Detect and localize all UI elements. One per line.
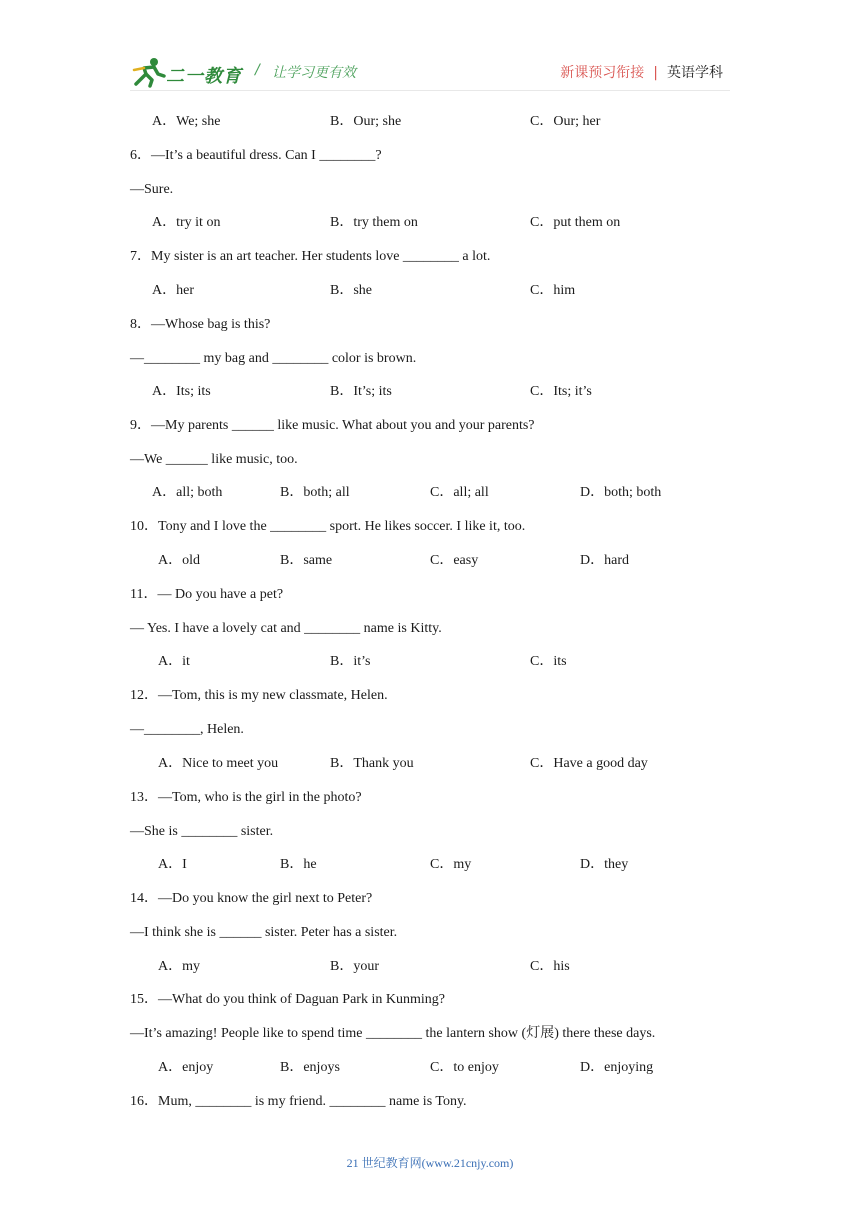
q9-option-d: D．both; both	[580, 485, 662, 500]
q8-stem: 8．—Whose bag is this?	[130, 317, 271, 332]
q10-option-d: D．hard	[580, 553, 629, 568]
q11-stem: 11．— Do you have a pet?	[130, 587, 284, 602]
q6-stem: 6．—It’s a beautiful dress. Can I ________?	[130, 148, 382, 163]
q9-option-b: B．both; all	[280, 485, 350, 500]
q11-reply: — Yes. I have a lovely cat and ________ name is Kitty.	[130, 621, 442, 636]
q7-option-c: C．him	[530, 283, 576, 298]
q13-option-c: C．my	[430, 857, 472, 872]
q12-reply: —________, Helen.	[130, 722, 244, 737]
logo-text: 二一教育	[166, 66, 242, 87]
q9-option-c: C．all; all	[430, 485, 489, 500]
q9-option-a: A．all; both	[152, 485, 223, 500]
q7-option-a: A．her	[152, 283, 194, 298]
q13-option-b: B．he	[280, 857, 317, 872]
q14-option-b: B．your	[330, 959, 379, 974]
q14-option-c: C．his	[530, 959, 570, 974]
course-label: 新课预习衔接	[560, 65, 645, 81]
q13-reply: —She is ________ sister.	[130, 824, 274, 839]
q10-option-a: A．old	[158, 553, 200, 568]
q10-option-c: C．easy	[430, 553, 479, 568]
q13-option-d: D．they	[580, 857, 629, 872]
q11-option-a: A．it	[158, 654, 190, 669]
q16-stem: 16．Mum, ________ is my friend. ________ name is Tony.	[130, 1094, 467, 1109]
subject-label: 英语学科	[667, 65, 723, 81]
q8-option-a: A．Its; its	[152, 384, 211, 399]
q12-stem: 12．—Tom, this is my new classmate, Helen.	[130, 688, 388, 703]
q15-option-b: B．enjoys	[280, 1060, 340, 1075]
q7-option-b: B．she	[330, 283, 372, 298]
q8-reply: —________ my bag and ________ color is brown.	[130, 351, 417, 366]
q8-option-c: C．Its; it’s	[530, 384, 592, 399]
slogan: 让学习更有效	[272, 65, 356, 81]
page-footer[interactable]: 21 世纪教育网(www.21cnjy.com)	[346, 1156, 514, 1170]
slogan-separator: /	[255, 62, 260, 78]
q6-reply: —Sure.	[130, 182, 174, 197]
q10-stem: 10．Tony and I love the ________ sport. He likes soccer. I like it, too.	[130, 519, 526, 534]
q15-reply: —It’s amazing! People like to spend time ________ the lantern show (灯展) there these days.	[130, 1026, 656, 1041]
q11-option-b: B．it’s	[330, 654, 371, 669]
q6-option-a: A．try it on	[152, 215, 221, 230]
q15-option-c: C．to enjoy	[430, 1060, 499, 1075]
q12-option-a: A．Nice to meet you	[158, 756, 279, 771]
q15-stem: 15．—What do you think of Daguan Park in Kunming?	[130, 992, 445, 1007]
q14-option-a: A．my	[158, 959, 200, 974]
q13-option-a: A．I	[158, 857, 187, 872]
q5-option-b: B．Our; she	[330, 114, 402, 129]
q9-stem: 9．—My parents ______ like music. What about you and your parents?	[130, 418, 535, 433]
q9-reply: —We ______ like music, too.	[130, 452, 298, 467]
q10-option-b: B．same	[280, 553, 333, 568]
q7-stem: 7．My sister is an art teacher. Her students love ________ a lot.	[130, 249, 491, 264]
q5-option-a: A．We; she	[152, 114, 221, 129]
q15-option-d: D．enjoying	[580, 1060, 654, 1075]
q6-option-c: C．put them on	[530, 215, 621, 230]
q14-stem: 14．—Do you know the girl next to Peter?	[130, 891, 373, 906]
q5-option-c: C．Our; her	[530, 114, 601, 129]
q12-option-c: C．Have a good day	[530, 756, 648, 771]
q8-option-b: B．It’s; its	[330, 384, 392, 399]
q13-stem: 13．—Tom, who is the girl in the photo?	[130, 790, 362, 805]
q11-option-c: C．its	[530, 654, 567, 669]
q14-reply: —I think she is ______ sister. Peter has a sister.	[130, 925, 398, 940]
q6-option-b: B．try them on	[330, 215, 418, 230]
q12-option-b: B．Thank you	[330, 756, 414, 771]
q15-option-a: A．enjoy	[158, 1060, 214, 1075]
header-divider: |	[653, 65, 658, 81]
